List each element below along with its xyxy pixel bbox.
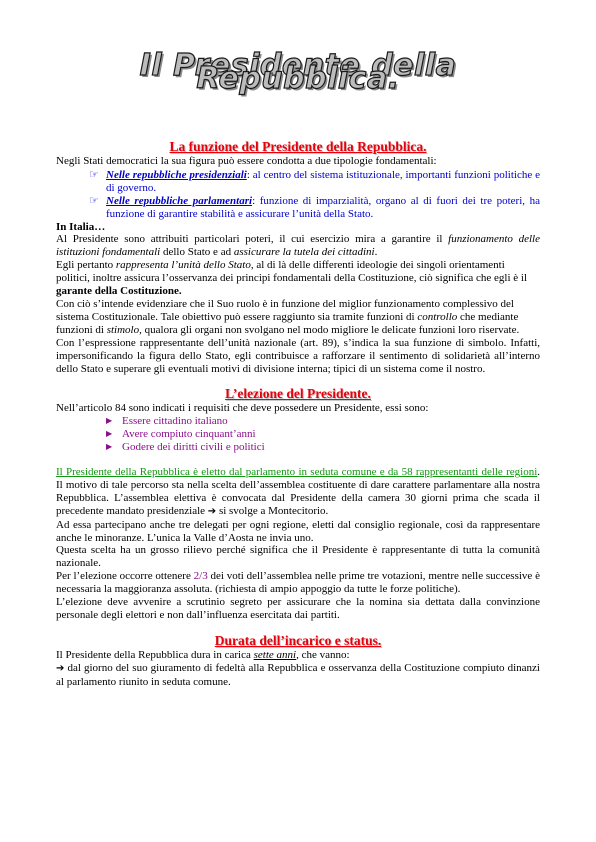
paragraph: L’elezione deve avvenire a scrutinio segreto per assicurare che la nomina sia dettata dalla convinzione personale degli elettori e non dall’influenza esercitata dai partiti. [56, 596, 540, 621]
arrow-right-icon: ➔ [56, 662, 65, 674]
paragraph: Questa scelta ha un grosso rilievo perché significa che il Presidente è rappresentante di tutta la comunità nazionale. [56, 544, 540, 570]
paragraph: Nell’articolo 84 sono indicati i requisiti che deve possedere un Presidente, essi sono: [56, 402, 429, 415]
list-item: ▶ Essere cittadino italiano [106, 415, 228, 428]
subheading-italia: In Italia… [56, 220, 106, 233]
section-heading-durata: Durata dell’incarico e status. [214, 632, 382, 648]
tipologie-list [56, 169, 540, 221]
list-item [89, 169, 540, 195]
triangle-bullet-icon: ▶ [106, 429, 113, 439]
paragraph: Negli Stati democratici la sua figura può essere condotta a due tipologie fondamentali: [56, 155, 437, 167]
paragraph: Ad essa partecipano anche tre delegati per ogni regione, eletti dal consiglio regionale, così da rappresentare anche le minoranze. L’unica la Valle d’Aosta ne invia uno. [56, 518, 540, 544]
page-title: Il Presidente della Repubblica. [139, 48, 457, 96]
paragraph: Il Presidente della Repubblica dura in carica sette anni, che vanno: [56, 648, 350, 661]
highlighted-text: Il Presidente della Repubblica è eletto dal parlamento in seduta comune e da 58 rappresentanti delle regioni [56, 466, 538, 479]
highlighted-number: 2/3 [193, 570, 208, 583]
arrow-right-icon: ➔ [207, 505, 217, 517]
paragraph: Il Presidente della Repubblica è eletto dal parlamento in seduta comune e da 58 rappresentanti delle regioni. Il motivo di tale percorso sta nella scelta dell’assemblea costituente di dare carattere parlamentare alla nostra Repubblica. L’assemblea elettiva è convocata dal Presidente della camera 30 giorni prima che scada il precedente mandato presidenziale ➔ si svolge a Montecitorio. [56, 466, 540, 517]
paragraph: Al Presidente sono attribuiti particolari poteri, il cui esercizio mira a garantire il funzionamento delle istituzioni fondamentali dello Stato e ad assicurare la tutela dei cittadini. [56, 233, 540, 259]
list-item: ▶ Godere dei diritti civili e politici [106, 441, 265, 454]
pen-bullet-icon: ☞ [89, 194, 99, 207]
pen-bullet-icon: ☞ [89, 168, 99, 181]
list-item-term: Nelle repubbliche presidenziali [106, 168, 247, 181]
paragraph: Egli pertanto rappresenta l’unità dello Stato, al di là delle differenti ideologie dei singoli orientamenti politici, inoltre assicura l’osservanza dei principi fondamentali della Costituzione, ciò significa che egli è il garante della Costituzione. [56, 259, 528, 298]
list-item-term: Nelle repubbliche parlamentari [106, 194, 253, 207]
triangle-bullet-icon: ▶ [106, 416, 113, 426]
section-heading-funzione: La funzione del Presidente della Repubblica. [169, 139, 427, 154]
triangle-bullet-icon: ▶ [106, 442, 113, 452]
list-item-text: : funzione di imparzialità, organo al di fuori dei tre poteri, ha funzione di garantire stabilità e assicurare l’unità della Stato. [106, 194, 540, 220]
paragraph: Con ciò s’intende evidenziare che il Suo ruolo è in funzione del miglior funzionamento complessivo del sistema Costituzionale. Tale obiettivo può essere raggiunto sia tramite funzioni di controllo che mediante funzioni di stimolo, qualora gli organi non svolgano nel modo migliore le delicate funzioni loro riservate. [56, 297, 520, 336]
requisiti-list [56, 415, 540, 454]
list-item [89, 195, 540, 221]
paragraph: Con l’espressione rappresentante dell’unità nazionale (art. 89), s’indica la sua funzione di simbolo. Infatti, impersonificando la figura dello Stato, egli contribuisce a rafforzare il sentimento di solidarietà all’interno dello Stato e superare gli eventuali motivi di divisione interna; tipici di un sistema come il nostro. [56, 336, 540, 375]
paragraph: ➔ dal giorno del suo giuramento di fedeltà alla Repubblica e osservanza della Costituzione compiuto dinanzi al parlamento riunito in seduta comune. [56, 661, 540, 688]
paragraph: Per l’elezione occorre ottenere 2/3 dei voti dell’assemblea nelle prime tre votazioni, mentre nelle successive è necessaria la maggioranza assoluta. (richiesta di ampio appoggio da tutte le forze politiche). [56, 570, 540, 596]
list-item-text: : al centro del sistema istituzionale, importanti funzioni politiche e di governo. [106, 168, 540, 194]
document-page [56, 0, 540, 689]
section-heading-elezione: L’elezione del Presidente. [225, 386, 371, 402]
list-item: ▶ Avere compiuto cinquant’anni [106, 428, 256, 441]
